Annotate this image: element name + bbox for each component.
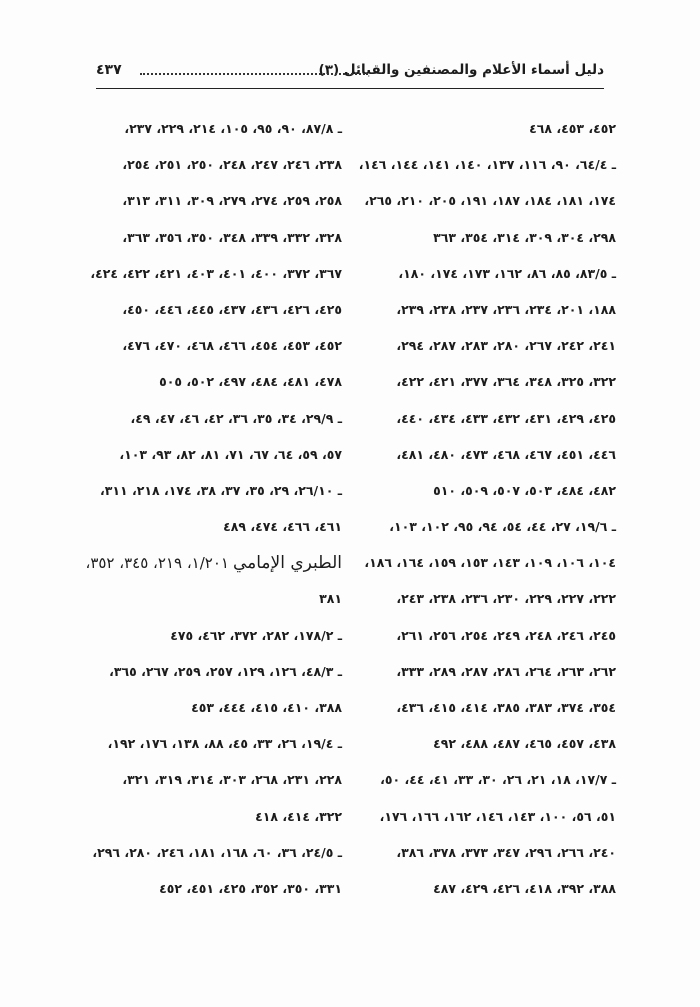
index-line: ٢٩٨، ٣٠٤، ٣٠٩، ٣١٤، ٣٥٤، ٣٦٣	[433, 229, 616, 245]
index-line: ١٧٤، ١٨١، ١٨٤، ١٨٧، ١٩١، ٢٠٥، ٢١٠، ٢٦٥،	[364, 193, 616, 209]
index-line: ـ ١٧٨/٢، ٢٨٢، ٣٧٢، ٤٦٢، ٤٧٥	[170, 627, 342, 643]
index-line: ٣٨٨، ٤١٠، ٤١٥، ٤٤٤، ٤٥٣	[191, 700, 342, 715]
index-line: ٤٤٦، ٤٥١، ٤٦٧، ٤٦٨، ٤٧٣، ٤٨٠، ٤٨١،	[396, 446, 616, 462]
index-entry-heading	[80, 545, 342, 581]
leader-dots	[140, 73, 368, 75]
index-line: ٤٧٨، ٤٨١، ٤٨٤، ٤٩٧، ٥٠٢، ٥٠٥	[159, 374, 342, 390]
index-line: ٢٣٨، ٢٤٦، ٢٤٧، ٢٤٨، ٢٥٠، ٢٥١، ٢٥٤،	[122, 157, 342, 173]
header-rule	[96, 88, 604, 89]
index-line: ـ ٢٤/٥، ٣٦، ٦٠، ١٦٨، ١٨١، ٢٤٦، ٢٨٠، ٢٩٦،	[92, 844, 342, 860]
index-line: ـ ١٧/٧، ١٨، ٢١، ٢٦، ٣٠، ٣٣، ٤١، ٤٤، ٥٠،	[380, 772, 616, 788]
index-line: ٢٤٠، ٢٦٦، ٢٩٦، ٣٤٧، ٣٧٣، ٣٧٨، ٣٨٦،	[396, 844, 616, 860]
index-line: ٤٦١، ٤٦٦، ٤٧٤، ٤٨٩	[223, 519, 342, 535]
index-line: ـ ٨٧/٨، ٩٠، ٩٥، ١٠٥، ٢١٤، ٢٢٩، ٢٣٧،	[124, 121, 342, 136]
index-line: ٣٥٤، ٣٧٤، ٣٨٣، ٣٨٥، ٤١٤، ٤١٥، ٤٣٦،	[396, 700, 616, 715]
index-line: ٥٧، ٥٩، ٦٤، ٦٧، ٧١، ٨١، ٨٢، ٩٣، ١٠٣،	[119, 446, 342, 462]
index-line: ٣٦٧، ٣٧٢، ٤٠٠، ٤٠١، ٤٠٣، ٤٢١، ٤٢٢، ٤٢٤،	[90, 265, 342, 281]
index-line: ٣٢٨، ٣٣٢، ٣٣٩، ٣٤٨، ٣٥٠، ٣٥٦، ٣٦٣،	[122, 229, 342, 245]
index-line: ـ ٤٨/٣، ١٢٦، ١٢٩، ٢٥٧، ٢٥٩، ٢٦٧، ٣٦٥،	[109, 663, 342, 679]
index-line: ـ ١٩/٤، ٢٦، ٣٣، ٤٥، ٨٨، ١٣٨، ١٧٦، ١٩٢،	[107, 736, 342, 752]
index-line: ٢٤٥، ٢٤٦، ٢٤٨، ٢٤٩، ٢٥٤، ٢٥٦، ٢٦١،	[396, 627, 616, 643]
index-line: ٢٢٨، ٢٣١، ٢٦٨، ٣٠٣، ٣١٤، ٣١٩، ٣٢١،	[122, 772, 342, 788]
index-line: ٣٣١، ٣٥٠، ٣٥٢، ٤٢٥، ٤٥١، ٤٥٢	[159, 880, 342, 896]
index-line: ٣٢٢، ٤١٤، ٤١٨	[255, 808, 342, 824]
running-title: دليل أسماء الأعلام والمصنفين والقبائل (٣)	[318, 62, 604, 78]
entry-label: الطبري الإمامي	[232, 553, 342, 574]
index-line: ٤٣٨، ٤٥٧، ٤٦٥، ٤٨٧، ٤٨٨، ٤٩٢	[433, 736, 616, 752]
index-line: ـ ٢٦/١٠، ٢٩، ٣٥، ٣٧، ٣٨، ١٧٤، ٢١٨، ٣١١،	[100, 482, 342, 498]
index-line: ٢٤١، ٢٤٢، ٢٦٧، ٢٨٠، ٢٨٣، ٢٨٧، ٢٩٤،	[396, 338, 616, 354]
running-header	[96, 62, 604, 86]
index-line: ـ ٢٩/٩، ٣٤، ٣٥، ٣٦، ٤٢، ٤٦، ٤٧، ٤٩،	[130, 410, 342, 426]
left-column	[80, 111, 342, 907]
index-line: ٣٨١	[319, 591, 342, 607]
page-number: ٤٣٧	[96, 62, 122, 78]
index-line: ٤٥٢، ٤٥٣، ٤٥٤، ٤٦٦، ٤٦٨، ٤٧٠، ٤٧٦،	[122, 338, 342, 354]
index-line: ٤٨٢، ٤٨٤، ٥٠٣، ٥٠٧، ٥٠٩، ٥١٠	[433, 482, 616, 498]
index-line: ٣٨٨، ٣٩٢، ٤١٨، ٤٢٦، ٤٢٩، ٤٨٧	[433, 880, 616, 896]
index-line: ـ ٨٣/٥، ٨٥، ٨٦، ١٦٢، ١٧٣، ١٧٤، ١٨٠،	[398, 265, 616, 281]
right-column	[356, 111, 616, 907]
index-line: ـ ٦٤/٤، ٩٠، ١١٦، ١٣٧، ١٤٠، ١٤١، ١٤٤، ١٤٦،	[358, 157, 616, 173]
index-line: ٥١، ٥٦، ١٠٠، ١٤٣، ١٤٦، ١٦٢، ١٦٦، ١٧٦،	[379, 808, 616, 824]
index-line: ٢٦٢، ٢٦٣، ٢٦٤، ٢٨٦، ٢٨٧، ٢٨٩، ٣٣٣،	[396, 663, 616, 679]
index-line: ١٠٤، ١٠٦، ١٠٩، ١٤٣، ١٥٣، ١٥٩، ١٦٤، ١٨٦،	[364, 555, 616, 571]
index-line: ـ ١٩/٦، ٢٧، ٤٤، ٥٤، ٩٤، ٩٥، ١٠٢، ١٠٣،	[389, 519, 616, 535]
index-line: ٤٢٥، ٤٢٦، ٤٣٦، ٤٣٧، ٤٤٥، ٤٤٦، ٤٥٠،	[122, 301, 342, 317]
index-line: ٤٢٥، ٤٢٩، ٤٣١، ٤٣٢، ٤٣٣، ٤٣٤، ٤٤٠،	[396, 410, 616, 426]
index-line: ١٨٨، ٢٠١، ٢٣٤، ٢٣٦، ٢٣٧، ٢٣٨، ٢٣٩،	[396, 301, 616, 317]
index-line: ٣٢٢، ٣٢٥، ٣٤٨، ٣٦٤، ٣٧٧، ٤٢١، ٤٢٢،	[396, 374, 616, 390]
index-line: ٢٥٨، ٢٥٩، ٢٧٤، ٢٧٩، ٣٠٩، ٣١١، ٣١٣،	[122, 193, 342, 209]
entry-pages: ١/٢٠١، ٢١٩، ٣٤٥، ٣٥٢،	[85, 554, 229, 573]
index-line: ٢٢٢، ٢٢٧، ٢٢٩، ٢٣٠، ٢٣٦، ٢٣٨، ٢٤٣،	[396, 591, 616, 607]
index-line: ٤٥٢، ٤٥٣، ٤٦٨	[529, 121, 616, 136]
